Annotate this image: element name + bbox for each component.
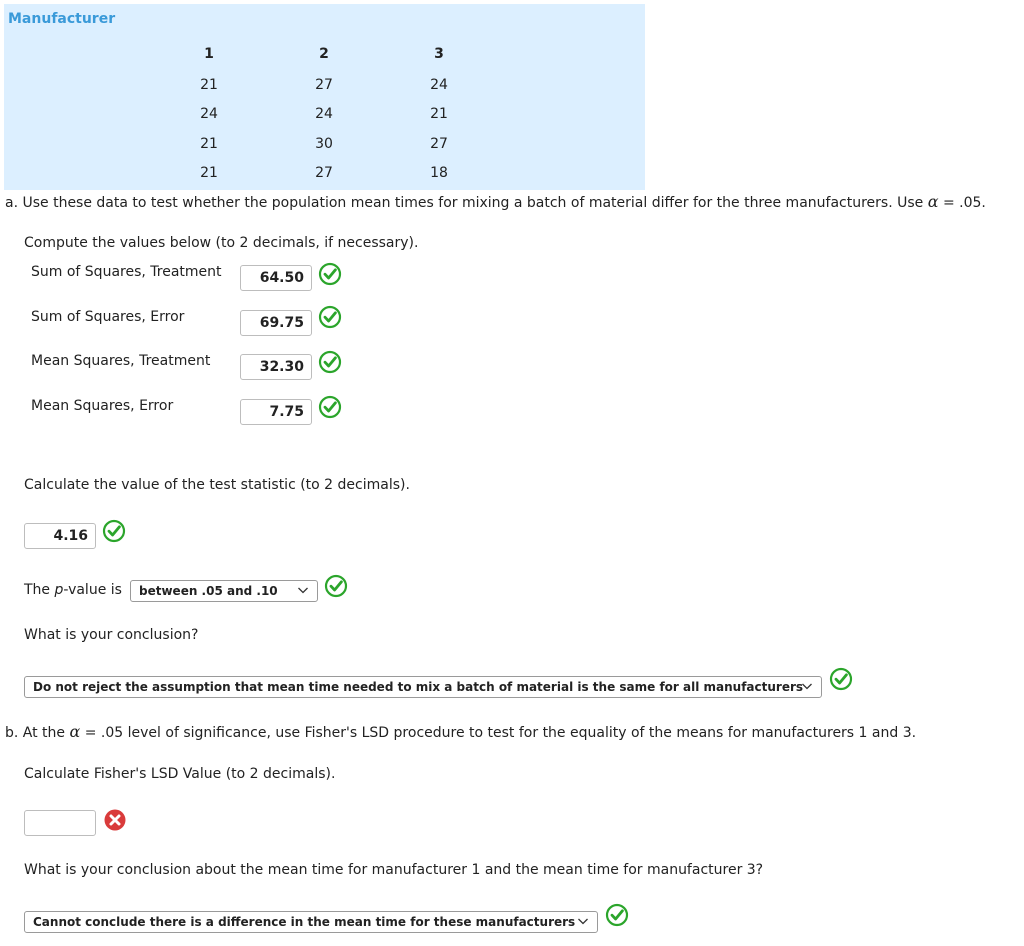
table-cell: 24 <box>315 106 333 122</box>
table-cell: 27 <box>315 77 333 93</box>
chevron-down-icon <box>801 680 813 692</box>
ss-treatment-input[interactable]: 64.50 <box>240 265 312 291</box>
label-ss-treatment: Sum of Squares, Treatment <box>31 264 222 280</box>
table-cell: 21 <box>200 136 218 152</box>
check-circle-icon <box>605 903 629 927</box>
conclusion-select-b[interactable] <box>24 911 598 933</box>
alpha-symbol: α <box>69 722 81 741</box>
lsd-value-input[interactable] <box>24 810 96 836</box>
conclusion-selected-a: Do not reject the assumption that mean time needed to mix a batch of material is the same for all manufacturers <box>33 680 804 694</box>
compute-prompt: Compute the values below (to 2 decimals, if necessary). <box>24 235 419 251</box>
ms-error-input[interactable]: 7.75 <box>240 399 312 425</box>
label-ms-treatment: Mean Squares, Treatment <box>31 353 211 369</box>
table-cell: 18 <box>430 165 448 181</box>
check-circle-icon <box>318 395 342 419</box>
check-circle-icon <box>318 305 342 329</box>
ms-treatment-input[interactable]: 32.30 <box>240 354 312 380</box>
table-cell: 21 <box>200 77 218 93</box>
question-b: b. At the α = .05 level of significance, use Fisher's LSD procedure to test for the equality of the means for manufacturers 1 and 3. <box>5 722 917 741</box>
check-circle-icon <box>318 350 342 374</box>
column-header-3: 3 <box>434 46 444 62</box>
conclusion-prompt-b: What is your conclusion about the mean time for manufacturer 1 and the mean time for manufacturer 3? <box>24 862 764 878</box>
x-circle-icon <box>103 808 127 832</box>
check-circle-icon <box>318 262 342 286</box>
column-header-1: 1 <box>204 46 214 62</box>
check-circle-icon <box>102 519 126 543</box>
data-table-panel <box>4 4 645 190</box>
pvalue-select[interactable] <box>130 580 318 602</box>
check-circle-icon <box>324 574 348 598</box>
label-ms-error: Mean Squares, Error <box>31 398 174 414</box>
label-ss-error: Sum of Squares, Error <box>31 309 185 325</box>
check-circle-icon <box>829 667 853 691</box>
test-stat-prompt: Calculate the value of the test statistic (to 2 decimals). <box>24 477 410 493</box>
table-title: Manufacturer <box>8 11 116 27</box>
pvalue-label: The p-value is <box>24 582 122 598</box>
conclusion-select-a[interactable] <box>24 676 822 698</box>
table-cell: 21 <box>200 165 218 181</box>
table-cell: 24 <box>200 106 218 122</box>
table-cell: 30 <box>315 136 333 152</box>
conclusion-prompt-a: What is your conclusion? <box>24 627 199 643</box>
alpha-symbol: α <box>927 192 939 211</box>
chevron-down-icon <box>297 584 309 596</box>
lsd-prompt: Calculate Fisher's LSD Value (to 2 decimals). <box>24 766 336 782</box>
table-cell: 27 <box>315 165 333 181</box>
table-cell: 24 <box>430 77 448 93</box>
table-cell: 27 <box>430 136 448 152</box>
conclusion-selected-b: Cannot conclude there is a difference in the mean time for these manufacturers <box>33 915 576 929</box>
column-header-2: 2 <box>319 46 329 62</box>
chevron-down-icon <box>577 915 589 927</box>
test-statistic-input[interactable]: 4.16 <box>24 523 96 549</box>
question-a: a. Use these data to test whether the population mean times for mixing a batch of material differ for the three manufacturers. Use α = .05. <box>5 192 986 211</box>
table-cell: 21 <box>430 106 448 122</box>
ss-error-input[interactable]: 69.75 <box>240 310 312 336</box>
pvalue-selected: between .05 and .10 <box>139 584 278 598</box>
